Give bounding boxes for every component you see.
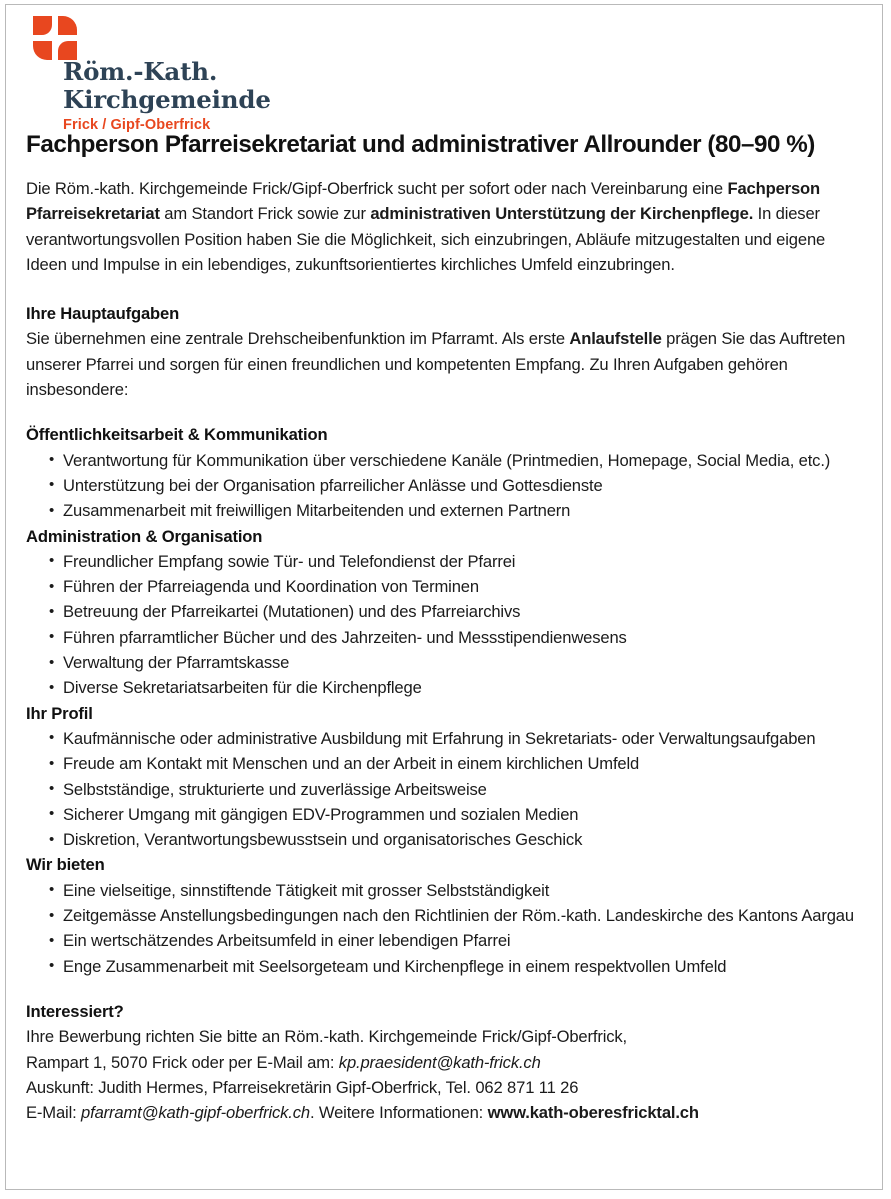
organisation-logo: [21, 15, 864, 133]
intro-paragraph: [26, 176, 864, 277]
hauptaufgaben-paragraph: [26, 326, 864, 402]
list-item-text: • Diskretion, Verantwortungsbewusstsein und organisatorisches Geschick: [63, 830, 583, 850]
list-item: [26, 827, 864, 852]
intro-bold-support: administrativen Unterstützung der Kirchenpflege.: [370, 204, 754, 224]
list-item: [26, 650, 864, 675]
section-heading-interessiert: Interessiert?: [26, 1001, 124, 1021]
list-item-text: • Verwaltung der Pfarramtskasse: [63, 653, 290, 673]
list-item-text: • Betreuung der Pfarreikartei (Mutationen) und des Pfarreiarchivs: [63, 602, 521, 622]
bullet-list-oeffentlichkeitsarbeit: [26, 448, 864, 524]
intro-text-c: In dieser verantwortungsvollen Position haben Sie die Möglichkeit, sich einzubringen, Abläufe mitzugestalten und eigene Ideen und Impulse in ein lebendiges, zukunftsorientiertes kirchliches Umfeld einzubringen.: [26, 204, 826, 274]
logo-subtitle-parishes: Frick / Gipf-Oberfrick: [63, 117, 211, 133]
more-info-label: . Weitere Informationen:: [309, 1103, 488, 1123]
list-item-text: • Diverse Sekretariatsarbeiten für die Kirchenpflege: [63, 678, 422, 698]
list-item: [26, 448, 864, 473]
bullet-list-wir-bieten: [26, 878, 864, 979]
list-item: [26, 751, 864, 776]
list-item: [26, 726, 864, 751]
list-item-text: • Freundlicher Empfang sowie Tür- und Telefondienst der Pfarrei: [63, 551, 516, 571]
list-item-text: • Unterstützung bei der Organisation pfarreilicher Anlässe und Gottesdienste: [63, 475, 603, 495]
contact-line-address-intro: Ihre Bewerbung richten Sie bitte an Röm.-kath. Kirchgemeinde Frick/Gipf-Oberfrick,: [26, 1027, 627, 1047]
list-item-text: • Ein wertschätzendes Arbeitsumfeld in einer lebendigen Pfarrei: [63, 931, 511, 951]
list-item: [26, 599, 864, 624]
page-title: Fachperson Pfarreisekretariat und administrativer Allrounder (80–90 %): [26, 131, 815, 158]
list-item-text: • Kaufmännische oder administrative Ausbildung mit Erfahrung in Sekretariats- oder Verwaltungsaufgaben: [63, 728, 816, 748]
list-item-text: • Enge Zusammenarbeit mit Seelsorgeteam und Kirchenpflege in einem respektvollen Umfeld: [63, 956, 727, 976]
list-item: [26, 574, 864, 599]
list-item: [26, 903, 864, 928]
contact-line-auskunft: Auskunft: Judith Hermes, Pfarreisekretärin Gipf-Oberfrick, Tel. 062 871 11 26: [26, 1077, 579, 1097]
list-item: [26, 675, 864, 700]
section-heading-oeffentlichkeitsarbeit: Öffentlichkeitsarbeit & Kommunikation: [26, 425, 328, 445]
list-item-text: • Zeitgemässe Anstellungsbedingungen nach den Richtlinien der Röm.-kath. Landeskirche des Kantons Aargau: [63, 906, 854, 926]
intro-text-a: Die Röm.-kath. Kirchgemeinde Frick/Gipf-Oberfrick sucht per sofort oder nach Vereinbarung eine: [26, 179, 728, 198]
section-heading-wir-bieten: Wir bieten: [26, 855, 105, 875]
logo-title-line-2: Kirchgemeinde: [63, 85, 271, 114]
list-item-text: • Eine vielseitige, sinnstiftende Tätigkeit mit grosser Selbstständigkeit: [63, 880, 550, 900]
list-item: [26, 777, 864, 802]
list-item: [26, 928, 864, 953]
list-item: [26, 473, 864, 498]
bullet-list-ihr-profil: [26, 726, 864, 852]
job-advertisement-page: [5, 4, 883, 1190]
website-link[interactable]: www.kath-oberesfricktal.ch: [487, 1103, 699, 1123]
email-link-pfarramt[interactable]: pfarramt@kath-gipf-oberfrick.ch: [81, 1103, 310, 1123]
email-link-kp-praesident[interactable]: kp.praesident@kath-frick.ch: [338, 1052, 541, 1072]
roem-kath-kirchgemeinde-cross-logo-icon: [33, 16, 77, 60]
list-item: [26, 549, 864, 574]
intro-bold-role: Fachperson Pfarreisekretariat: [26, 179, 821, 224]
list-item-text: • Freude am Kontakt mit Menschen und an der Arbeit in einem kirchlichen Umfeld: [63, 754, 640, 774]
list-item: [26, 878, 864, 903]
list-item-text: • Verantwortung für Kommunikation über verschiedene Kanäle (Printmedien, Homepage, Social Media, etc.): [63, 450, 831, 470]
list-item-text: • Selbstständige, strukturierte und zuverlässige Arbeitsweise: [63, 779, 487, 799]
list-item-text: • Führen pfarramtlicher Bücher und des Jahrzeiten- und Messstipendienwesens: [63, 627, 627, 647]
list-item-text: • Zusammenarbeit mit freiwilligen Mitarbeitenden und externen Partnern: [63, 501, 571, 521]
intro-text-b: am Standort Frick sowie zur: [159, 204, 371, 224]
section-heading-administration: Administration & Organisation: [26, 526, 263, 546]
contact-line-address-email: [26, 1050, 864, 1075]
section-heading-ihr-profil: Ihr Profil: [26, 703, 93, 723]
contact-line-email-web: [26, 1100, 864, 1125]
contact-block: [26, 999, 864, 1125]
logo-title-line-1: Röm.-Kath.: [63, 57, 218, 86]
bullet-list-administration: [26, 549, 864, 701]
hauptaufgaben-text-b: prägen Sie das Auftreten unserer Pfarrei und sorgen für einen freundlichen und kompetenten Empfang. Zu Ihren Aufgaben gehören insbesondere:: [26, 329, 846, 400]
hauptaufgaben-bold-anlaufstelle: Anlaufstelle: [569, 329, 662, 349]
list-item-text: • Führen der Pfarreiagenda und Koordination von Terminen: [63, 577, 479, 597]
list-item-text: • Sicherer Umgang mit gängigen EDV-Programmen und sozialen Medien: [63, 804, 579, 824]
list-item: [26, 625, 864, 650]
section-heading-hauptaufgaben: Ihre Hauptaufgaben: [26, 304, 180, 324]
list-item: [26, 498, 864, 523]
email-label: E-Mail:: [26, 1103, 82, 1123]
list-item: [26, 954, 864, 979]
list-item: [26, 802, 864, 827]
hauptaufgaben-text-a: Sie übernehmen eine zentrale Drehscheibenfunktion im Pfarramt. Als erste: [26, 329, 570, 349]
contact-address-text: Rampart 1, 5070 Frick oder per E-Mail am:: [26, 1052, 339, 1072]
